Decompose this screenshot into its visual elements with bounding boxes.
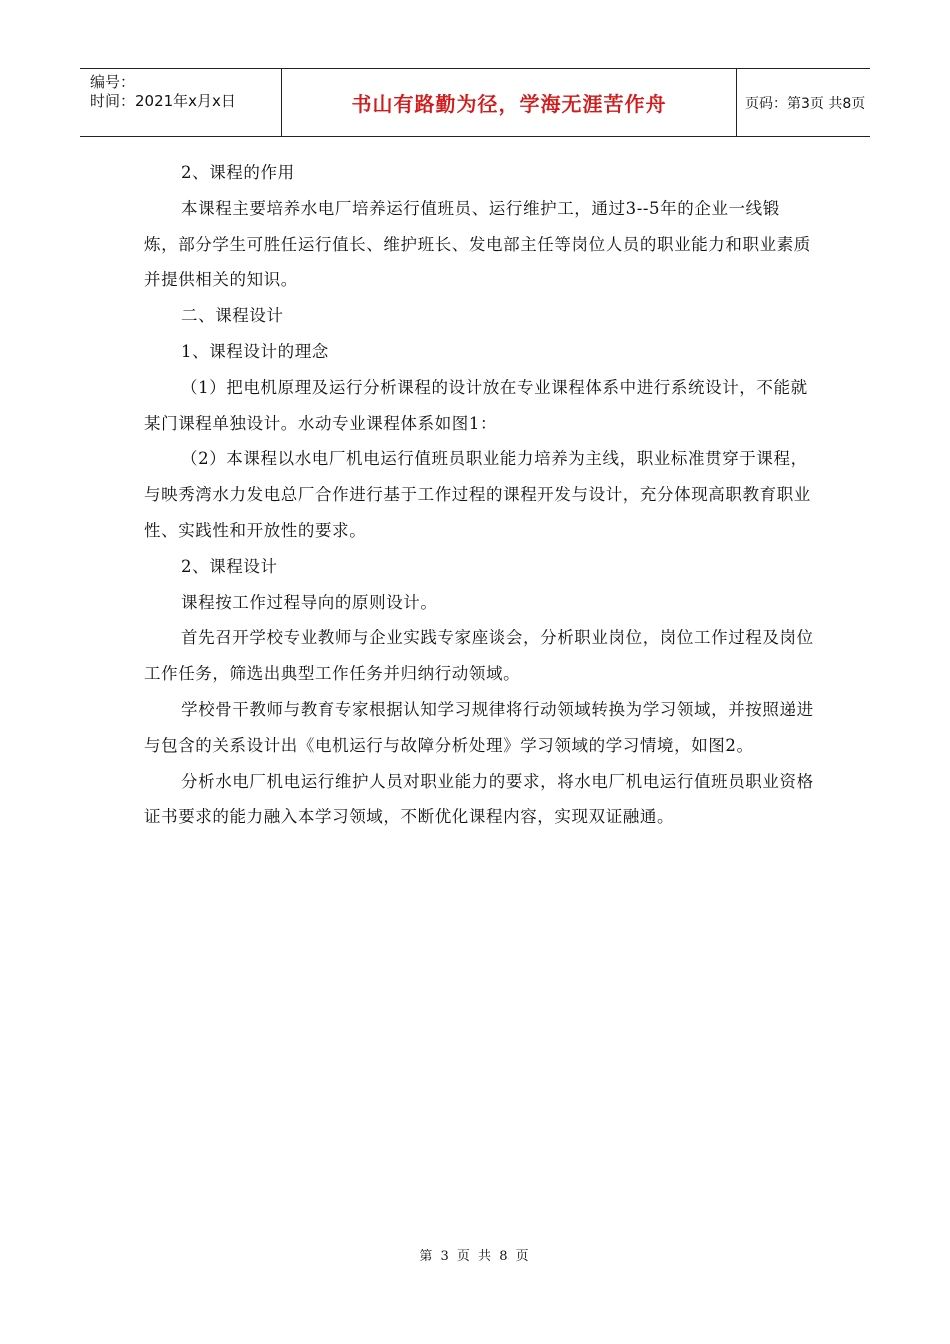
paragraph: 首先召开学校专业教师与企业实践专家座谈会，分析职业岗位，岗位工作过程及岗位工作任务，筛选出典型工作任务并归纳行动领域。 — [144, 628, 814, 684]
header-meta — [80, 69, 282, 136]
header-motto: 书山有路勤为径，学海无涯苦作舟 — [282, 69, 737, 136]
document-date-label: 时间：2021年x月x日 — [90, 92, 236, 110]
section-heading: 二、课程设计 — [181, 306, 284, 326]
paragraph: （2）本课程以水电厂机电运行值班员职业能力培养为主线，职业标准贯穿于课程，与映秀湾水力发电总厂合作进行基于工作过程的课程开发与设计，充分体现高职教育职业性、实践性和开放性的要求。 — [144, 449, 811, 540]
page-header — [80, 68, 870, 137]
section-heading: 2、课程的作用 — [181, 163, 295, 182]
header-page-info: 页码：第3页 共8页 — [745, 95, 866, 112]
paragraph: 分析水电厂机电运行维护人员对职业能力的要求，将水电厂机电运行值班员职业资格证书要求的能力融入本学习领域，不断优化课程内容，实现双证融通。 — [144, 771, 814, 827]
paragraph: 课程按工作过程导向的原则设计。 — [181, 592, 438, 612]
paragraph: 学校骨干教师与教育专家根据认知学习规律将行动领域转换为学习领域，并按照递进与包含的关系设计出《电机运行与故障分析处理》学习领域的学习情境，如图2。 — [144, 699, 814, 755]
section-heading: 2、课程设计 — [181, 556, 278, 576]
paragraph: （1）把电机原理及运行分析课程的设计放在专业课程体系中进行系统设计，不能就某门课程单独设计。水动专业课程体系如图1： — [144, 377, 808, 433]
section-heading: 1、课程设计的理念 — [181, 341, 329, 361]
paragraph: 本课程主要培养水电厂培养运行值班员、运行维护工，通过3--5年的企业一线锻炼，部分学生可胜任运行值长、维护班长、发电部主任等岗位人员的职业能力和职业素质并提供相关的知识。 — [144, 198, 811, 290]
document-number-label: 编号： — [90, 73, 136, 91]
document-body — [144, 155, 814, 835]
page-footer: 第 3 页 共 8 页 — [419, 1249, 531, 1264]
